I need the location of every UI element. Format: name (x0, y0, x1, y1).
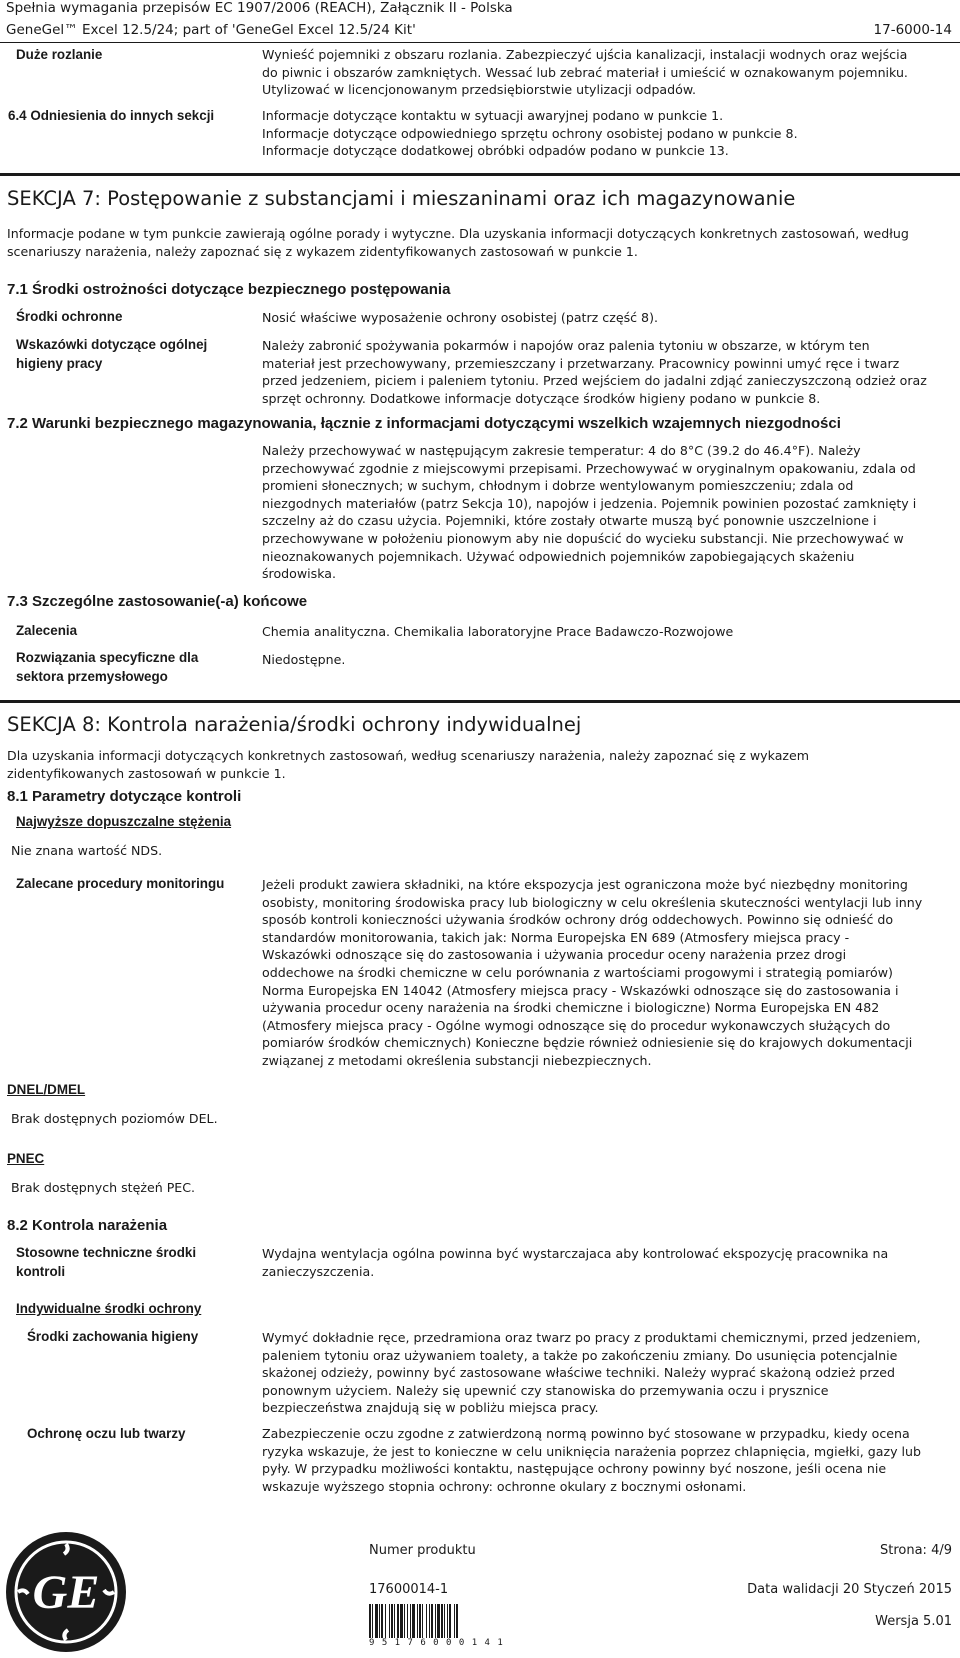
barcode-bar (369, 1604, 371, 1638)
barcode-bar (412, 1604, 415, 1638)
eng-line: Wydajna wentylacja ogólna powinna być wystarczajaca aby kontrolować ekspozycję pracownika na (262, 1246, 889, 1261)
barcode-bar (391, 1604, 393, 1638)
hyg-line: skażonej odzieży, powinny być zastosowane właściwe techniki. Należy wyprać skażoną odzież przed (262, 1365, 895, 1381)
subsection-7-3-heading: 7.3 Szczególne zastosowanie(-a) końcowe (7, 593, 308, 610)
validation-date: Data walidacji 20 Styczeń 2015 (747, 1582, 952, 1597)
oel-text: Nie znana wartość NDS. (11, 843, 163, 858)
barcode-bar (449, 1604, 451, 1638)
monitoring-line: Norma Europejska EN 14042 (Atmosfery miejsca pracy - Wskazówki odnoszące się do zastosowania i (262, 982, 899, 998)
barcode-bar (447, 1604, 448, 1638)
pnec-heading: PNEC (7, 1151, 45, 1166)
barcode-bar (379, 1604, 380, 1638)
storage-text (262, 442, 952, 583)
regulation-header: Spełnia wymagania przepisów EC 1907/2006 (REACH), Załącznik II - Polska (6, 0, 513, 16)
barcode-bar (407, 1604, 408, 1638)
label-line: Rozwiązania specyficzne dla (16, 650, 199, 665)
storage-line: Należy przechowywać w następującym zakresie temperatur: 4 do 8°C (39.2 do 46.4°F). Należy (262, 443, 861, 458)
ge-logo-text: GE (32, 1566, 100, 1619)
barcode-bar (437, 1604, 440, 1638)
hyg-line: bezpieczeństwa znajdują się w pobliżu miejsca pracy. (262, 1400, 599, 1416)
eye-protection-label: Ochronę oczu lub twarzy (27, 1426, 186, 1441)
label-line: sektora przemysłowego (16, 669, 168, 685)
hygiene-measures-text (262, 1329, 952, 1417)
storage-line: przechowywać zgodnie z miejscowymi przepisami. Przechowywać w oryginalnym opakowaniu, zdala od (262, 460, 916, 476)
subsection-8-2-heading: 8.2 Kontrola narażenia (7, 1217, 168, 1234)
intro-line: Dla uzyskania informacji dotyczących konkretnych zastosowań, według scenariuszy narażenia, należy zapoznać się z wykazem (7, 748, 810, 763)
spill-line: Utylizować w licencjonowanym przedsiębiorstwie utylizacji odpadów. (262, 82, 696, 98)
hyg-line: ponownym użyciem. Należy się upewnić czy stanowiska do przemywania oczu i prysznice (262, 1382, 829, 1398)
barcode-bar (389, 1604, 390, 1638)
spill-line: do piwnic i obszarów zamkniętych. Wessać lub zebrać materiał i umieścić w oznakowanym pojemniku. (262, 64, 908, 80)
ref-other-sections-text (262, 107, 952, 160)
monitoring-line: sposób kontroli konieczności używania środków ochrony dróg oddechowych. Powinno się odnieść do (262, 912, 894, 928)
barcode-bar (426, 1604, 427, 1638)
storage-line: szczelny aż do czasu użycia. Pojemniki, które zostały otwarte muszą być ponownie uszczelnione i (262, 513, 877, 529)
monitoring-line: standardów monitorowania, takich jak: Norma Europejska EN 689 (Atmosfery miejsca pracy - (262, 929, 850, 945)
recommendations-label: Zalecenia (16, 623, 78, 638)
pnec-text: Brak dostępnych stężeń PEC. (11, 1180, 196, 1195)
product-name-header: GeneGel™ Excel 12.5/24; part of 'GeneGel Excel 12.5/24 Kit' (6, 22, 416, 38)
hyg-line: paleniem tytoniu oraz używaniem toalety, a także po zakończeniu zmiany. Do usunięcia potencjalnie (262, 1347, 898, 1363)
ge-logo (4, 1530, 128, 1654)
monitoring-line: (Atmosfery miejsca pracy - Ogólne wymogi odnoszące się do procedur wykonawczych służących do (262, 1017, 891, 1033)
spill-label: Duże rozlanie (16, 47, 103, 62)
spill-line: Wynieść pojemniki z obszaru rozlania. Zabezpieczyć ujścia kanalizacji, instalacji wodnych oraz wejścia (262, 47, 908, 62)
barcode-bar (385, 1604, 386, 1638)
monitoring-line: używania procedur oceny narażenia na środki chemiczne i biologiczne) Norma Europejska EN 482 (262, 1000, 880, 1016)
ge-monogram-icon (4, 1530, 128, 1654)
general-hygiene-text (262, 337, 952, 407)
section-7-title: SEKCJA 7: Postępowanie z substancjami i mieszaninami oraz ich magazynowanie (7, 187, 796, 210)
subsection-8-1-heading: 8.1 Parametry dotyczące kontroli (7, 788, 242, 805)
barcode-bar (397, 1604, 399, 1638)
section-8-title: SEKCJA 8: Kontrola narażenia/środki ochrony indywidualnej (7, 713, 582, 736)
label-line: Stosowne techniczne środki (16, 1245, 197, 1260)
general-hygiene-label (16, 335, 236, 373)
protective-measures-label: Środki ochronne (16, 309, 123, 324)
section-8-intro (7, 747, 955, 782)
section-divider (0, 700, 960, 703)
monitoring-line: związanej z metodami określenia substancji niebezpiecznych. (262, 1052, 652, 1068)
section-divider (0, 173, 960, 176)
monitoring-line: pomiarów środków chemicznych) Konieczne będzie również odniesienie się do krajowych dokumentacji (262, 1035, 913, 1051)
oel-heading: Najwyższe dopuszczalne stężenia (16, 814, 232, 829)
monitoring-line: Wskazówki odnoszące się do zastosowania i używania procedur oceny narażenia przez drogi (262, 947, 847, 963)
version: Wersja 5.01 (875, 1614, 952, 1629)
barcode-bar (431, 1604, 433, 1638)
barcode-digits: 9 5 1 7 6 0 0 0 1 4 1 (369, 1638, 504, 1648)
ref-line: Informacje dotyczące dodatkowej obróbki odpadów podano w punkcie 13. (262, 143, 729, 159)
hygiene-line: sprzęt ochronny. Dodatkowe informacje dotyczące środków higieny podano w punkcie 8. (262, 390, 821, 406)
dnel-heading: DNEL/DMEL (7, 1082, 86, 1097)
hygiene-line: przed jedzeniem, piciem i paleniem tytoniu. Przed wejściem do jadalni zdjąć zanieczyszczoną odzież oraz (262, 373, 927, 389)
hyg-line: Wymyć dokładnie ręce, przedramiona oraz twarz po pracy z produktami chemicznymi, przed jedzeniem, (262, 1330, 921, 1345)
barcode-bar (422, 1604, 423, 1638)
barcode-bar (381, 1604, 383, 1638)
ppe-heading: Indywidualne środki ochrony (16, 1301, 202, 1316)
storage-line: środowiska. (262, 566, 337, 582)
section-7-intro (7, 225, 955, 260)
storage-line: niezgodnych materiałów (patrz Sekcja 10), napojów i jedzenia. Pojemnik powinien pozostać zamknięty i (262, 495, 917, 511)
storage-line: nieoznakowanych pojemnikach. Używać odpowiednich pojemników zapobiegających skażeniu (262, 548, 855, 564)
monitoring-line: Jeżeli produkt zawiera składniki, na które ekspozycja jest ograniczona może być niezbędny monitoring (262, 877, 908, 892)
barcode-bar (456, 1604, 458, 1638)
barcode-bar (441, 1604, 443, 1638)
intro-line: Informacje podane w tym punkcie zawierają ogólne porady i wytyczne. Dla uzyskania informacji dotyczących konkretnych zastosowań, według (7, 226, 909, 241)
monitoring-line: osobisty, monitoring środowiska pracy lub biologiczny w celu określenia skuteczności wentylacji lub inny (262, 894, 923, 910)
barcode-bar (429, 1604, 430, 1638)
header-divider (0, 42, 960, 43)
barcode (369, 1604, 507, 1638)
product-code-header: 17-6000-14 (873, 22, 952, 38)
barcode-bar (400, 1604, 403, 1638)
storage-line: przechowywane w położeniu pionowym aby nie dopuścić do wycieku substancji. Nie przechowywać w (262, 530, 904, 546)
product-number-label: Numer produktu (369, 1543, 476, 1558)
ref-other-sections-label: 6.4 Odniesienia do innych sekcji (8, 108, 215, 123)
eye-line: pyły. W przypadku możliwości kontaktu, następujące ochrony powinny być noszone, jeśli ocena nie (262, 1461, 887, 1477)
barcode-bar (454, 1604, 455, 1638)
intro-line: zidentyfikowanych zastosowań w punkcie 1. (7, 765, 286, 781)
spill-text (262, 46, 952, 99)
barcode-image (369, 1604, 507, 1638)
monitoring-line: oddechowe na środki chemiczne w celu porównania z wartościami progowymi i strategią pomiarów) (262, 964, 893, 980)
barcode-bar (372, 1604, 373, 1638)
monitoring-label: Zalecane procedury monitoringu (16, 876, 225, 891)
barcode-bar (435, 1604, 436, 1638)
product-number: 17600014-1 (369, 1582, 449, 1597)
eng-line: zanieczyszczenia. (262, 1263, 375, 1279)
eye-line: wskazuje wyższego stopnia ochrony: ochronne okulary z bocznymi osłonami. (262, 1478, 747, 1494)
barcode-bar (419, 1604, 421, 1638)
engineering-controls-text (262, 1245, 952, 1280)
barcode-bar (444, 1604, 445, 1638)
eye-protection-text (262, 1425, 952, 1495)
hygiene-measures-label: Środki zachowania higieny (27, 1329, 199, 1344)
engineering-controls-label (16, 1243, 236, 1281)
barcode-bar (410, 1604, 411, 1638)
industry-solutions-text: Niedostępne. (262, 652, 346, 667)
dnel-text: Brak dostępnych poziomów DEL. (11, 1111, 218, 1126)
intro-line: scenariuszy narażenia, należy zapoznać się z wykazem zidentyfikowanych zastosowań w punkcie 1. (7, 243, 638, 259)
storage-line: promieni słonecznych; w suchym, chłodnym i dobrze wentylowanym pomieszczeniu; zdala od (262, 478, 854, 494)
hygiene-line: Należy zabronić spożywania pokarmów i napojów oraz palenia tytoniu w obszarze, w którym ten (262, 338, 870, 353)
label-line: Wskazówki dotyczące ogólnej (16, 337, 208, 352)
barcode-bar (404, 1604, 405, 1638)
ref-line: Informacje dotyczące kontaktu w sytuacji awaryjnej podano w punkcie 1. (262, 108, 724, 123)
ref-line: Informacje dotyczące odpowiedniego sprzętu ochrony osobistej podano w punkcie 8. (262, 125, 798, 141)
monitoring-text (262, 876, 952, 1070)
eye-line: Zabezpieczenie oczu zgodne z zatwierdzoną normą powinno być stosowane w przypadku, kiedy ocena (262, 1426, 910, 1441)
protective-measures-text: Nosić właściwe wyposażenie ochrony osobistej (patrz część 8). (262, 310, 658, 325)
eye-line: ryzyka wskazuje, że jest to konieczne w celu uniknięcia narażenia poprzez chlapnięcia, mgiełki, gazy lub (262, 1443, 922, 1459)
page-number: Strona: 4/9 (879, 1543, 952, 1558)
subsection-7-2-heading: 7.2 Warunki bezpiecznego magazynowania, łącznie z informacjami dotyczącymi wszelkich wzajemnych niezgodności (7, 415, 841, 432)
recommendations-text: Chemia analityczna. Chemikalia laboratoryjne Prace Badawczo-Rozwojowe (262, 624, 734, 639)
label-line: higieny pracy (16, 356, 103, 372)
barcode-bar (417, 1604, 418, 1638)
subsection-7-1-heading: 7.1 Środki ostrożności dotyczące bezpiecznego postępowania (7, 281, 451, 298)
industry-solutions-label (16, 648, 236, 686)
label-line: kontroli (16, 1264, 66, 1280)
barcode-bar (394, 1604, 395, 1638)
barcode-bar (375, 1604, 378, 1638)
hygiene-line: materiał jest przechowywany, przemieszczany i przetwarzany. Pracownicy powinni umyć ręce i twarz (262, 355, 900, 371)
